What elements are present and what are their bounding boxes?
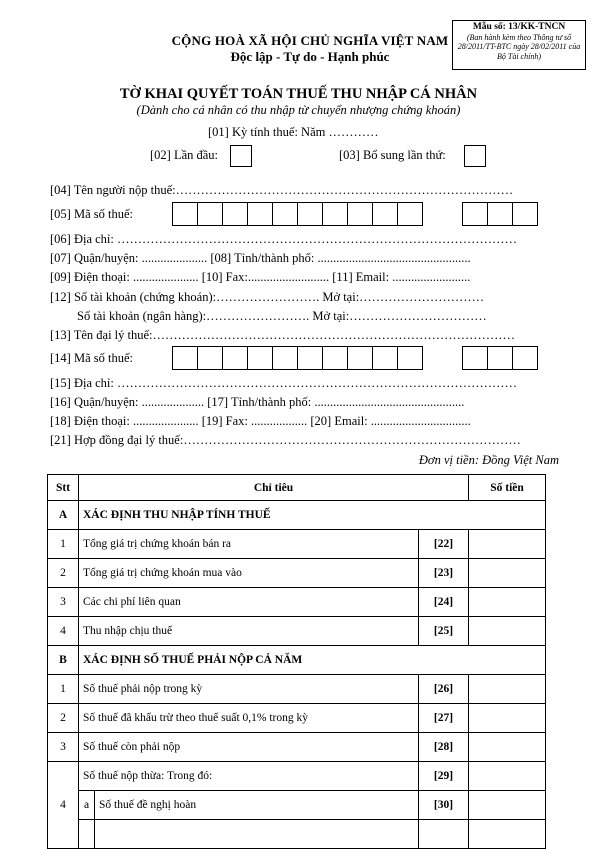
field-supplement-label: [03] Bổ sung lần thứ: bbox=[339, 148, 446, 162]
row-code: [24] bbox=[419, 588, 469, 617]
field-agent-contract: [21] Hợp đồng đại lý thuế:……………………………………………………………………… bbox=[50, 433, 521, 447]
tax-code-digit-box[interactable] bbox=[247, 346, 273, 370]
row-stt: 4 bbox=[48, 762, 79, 849]
row-label: Tổng giá trị chứng khoán bán ra bbox=[79, 530, 419, 559]
row-stt: 3 bbox=[48, 588, 79, 617]
field-agent-address: [15] Địa chỉ: …………………………………………………………………………………… bbox=[50, 376, 517, 390]
amount-cell[interactable] bbox=[469, 762, 546, 791]
tax-code-digit-box[interactable] bbox=[512, 202, 538, 226]
table-row bbox=[48, 733, 546, 762]
field-first-time-label: [02] Lần đầu: bbox=[150, 148, 219, 162]
tax-code-digit-box[interactable] bbox=[272, 202, 298, 226]
tax-code-digit-box[interactable] bbox=[487, 202, 513, 226]
tax-code-digit-box[interactable] bbox=[272, 346, 298, 370]
section-a-stt: A bbox=[48, 501, 79, 530]
field-agent-name: [13] Tên đại lý thuế:…………………………………………………………………………… bbox=[50, 328, 516, 342]
field-taxpayer-name: [04] Tên người nộp thuế:……………………………………………………………………… bbox=[50, 183, 514, 197]
amount-cell[interactable] bbox=[469, 588, 546, 617]
row-label: Các chi phí liên quan bbox=[79, 588, 419, 617]
table-row bbox=[48, 704, 546, 733]
section-b-stt: B bbox=[48, 646, 79, 675]
row-stt: 1 bbox=[48, 530, 79, 559]
section-b-title: XÁC ĐỊNH SỐ THUẾ PHẢI NỘP CẢ NĂM bbox=[79, 646, 546, 675]
row-label: Tổng giá trị chứng khoán mua vào bbox=[79, 559, 419, 588]
tax-code-digit-box[interactable] bbox=[512, 346, 538, 370]
form-code: Mẫu số: 13/KK-TNCN bbox=[472, 22, 566, 32]
field-agent-tax-code-label: [14] Mã số thuế: bbox=[50, 351, 133, 365]
tax-code-digit-box[interactable] bbox=[372, 202, 398, 226]
row-label bbox=[95, 820, 419, 849]
table-row bbox=[48, 559, 546, 588]
tax-code-digit-box[interactable] bbox=[297, 346, 323, 370]
tax-code-digit-box[interactable] bbox=[372, 346, 398, 370]
row-code: [23] bbox=[419, 559, 469, 588]
amount-cell[interactable] bbox=[469, 791, 546, 820]
amount-cell[interactable] bbox=[469, 530, 546, 559]
tax-code-digit-box[interactable] bbox=[397, 346, 423, 370]
national-motto: Độc lập - Tự do - Hạnh phúc bbox=[230, 49, 390, 64]
country-name: CỘNG HOÀ XÃ HỘI CHỦ NGHĨA VIỆT NAM bbox=[171, 33, 449, 48]
currency-unit: Đơn vị tiền: Đồng Việt Nam bbox=[418, 453, 559, 467]
row-code: [27] bbox=[419, 704, 469, 733]
row-code: [30] bbox=[419, 791, 469, 820]
field-tax-period: [01] Kỳ tính thuế: Năm ………… bbox=[208, 125, 379, 139]
first-time-checkbox[interactable] bbox=[230, 145, 252, 167]
row-code: [22] bbox=[419, 530, 469, 559]
table-row bbox=[48, 530, 546, 559]
table-row bbox=[48, 588, 546, 617]
tax-code-digit-box[interactable] bbox=[297, 202, 323, 226]
amount-cell[interactable] bbox=[469, 559, 546, 588]
tax-code-digit-box[interactable] bbox=[222, 346, 248, 370]
national-header bbox=[165, 33, 455, 65]
tax-code-digit-box[interactable] bbox=[347, 346, 373, 370]
form-code-box bbox=[452, 20, 586, 70]
amount-cell[interactable] bbox=[469, 704, 546, 733]
row-code: [28] bbox=[419, 733, 469, 762]
row-label: Số thuế nộp thừa: Trong đó: bbox=[79, 762, 419, 791]
field-tax-code-label: [05] Mã số thuế: bbox=[50, 207, 133, 221]
table-row bbox=[48, 617, 546, 646]
tax-code-digit-box[interactable] bbox=[197, 202, 223, 226]
field-agent-district-province: [16] Quận/huyện: .................... [17] Tỉnh/thành phố: ................................................ bbox=[50, 395, 465, 409]
row-stt: 4 bbox=[48, 617, 79, 646]
sub-row-letter: a bbox=[79, 791, 95, 820]
header-stt: Stt bbox=[48, 475, 79, 501]
field-phone-fax-email: [09] Điện thoại: ..................... [10] Fax:.......................... [11] Email: ......................... bbox=[50, 270, 471, 284]
section-a-title: XÁC ĐỊNH THU NHẬP TÍNH THUẾ bbox=[79, 501, 546, 530]
tax-calculation-table bbox=[47, 474, 546, 849]
row-code: [26] bbox=[419, 675, 469, 704]
row-stt: 3 bbox=[48, 733, 79, 762]
row-code bbox=[419, 820, 469, 849]
form-legal-note: (Ban hành kèm theo Thông tư số 28/2011/TT-BTC ngày 28/02/2011 của Bộ Tài chính) bbox=[457, 32, 581, 61]
field-address: [06] Địa chỉ: …………………………………………………………………………………… bbox=[50, 232, 517, 246]
header-indicator: Chỉ tiêu bbox=[79, 475, 469, 501]
form-subtitle: (Dành cho cá nhân có thu nhập từ chuyển nhượng chứng khoán) bbox=[136, 103, 461, 117]
row-stt: 1 bbox=[48, 675, 79, 704]
field-district-province: [07] Quận/huyện: ..................... [08] Tỉnh/thành phố: ................................................. bbox=[50, 251, 471, 265]
field-bank-account: Số tài khoản (ngân hàng):……………………. Mở tại:…………………………… bbox=[77, 309, 487, 323]
tax-code-digit-box[interactable] bbox=[462, 346, 488, 370]
row-label: Thu nhập chịu thuế bbox=[79, 617, 419, 646]
tax-code-digit-box[interactable] bbox=[397, 202, 423, 226]
amount-cell[interactable] bbox=[469, 675, 546, 704]
tax-code-digit-box[interactable] bbox=[247, 202, 273, 226]
tax-code-digit-box[interactable] bbox=[172, 346, 198, 370]
amount-cell[interactable] bbox=[469, 617, 546, 646]
row-stt: 2 bbox=[48, 559, 79, 588]
amount-cell[interactable] bbox=[469, 733, 546, 762]
row-code: [25] bbox=[419, 617, 469, 646]
tax-code-digit-box[interactable] bbox=[462, 202, 488, 226]
table-row bbox=[48, 791, 546, 820]
tax-code-digit-box[interactable] bbox=[487, 346, 513, 370]
table-row bbox=[48, 762, 546, 791]
tax-code-digit-box[interactable] bbox=[322, 202, 348, 226]
amount-cell[interactable] bbox=[469, 820, 546, 849]
form-title: TỜ KHAI QUYẾT TOÁN THUẾ THU NHẬP CÁ NHÂN bbox=[119, 86, 478, 102]
tax-code-digit-box[interactable] bbox=[172, 202, 198, 226]
tax-code-digit-box[interactable] bbox=[222, 202, 248, 226]
table-row bbox=[48, 820, 546, 849]
section-a-row bbox=[48, 501, 546, 530]
field-securities-account: [12] Số tài khoản (chứng khoán):……………………. Mở tại:………………………… bbox=[50, 290, 485, 304]
header-amount: Số tiền bbox=[469, 475, 546, 501]
supplement-number-box[interactable] bbox=[464, 145, 486, 167]
row-label: Số thuế đã khấu trừ theo thuế suất 0,1% trong kỳ bbox=[79, 704, 419, 733]
tax-code-digit-box[interactable] bbox=[197, 346, 223, 370]
table-header-row bbox=[48, 475, 546, 501]
row-label: Số thuế còn phải nộp bbox=[79, 733, 419, 762]
field-agent-phone-fax-email: [18] Điện thoại: ..................... [19] Fax: .................. [20] Email: ................................ bbox=[50, 414, 471, 428]
row-label: Số thuế phải nộp trong kỳ bbox=[79, 675, 419, 704]
sub-row-letter bbox=[79, 820, 95, 849]
row-code: [29] bbox=[419, 762, 469, 791]
row-stt: 2 bbox=[48, 704, 79, 733]
tax-code-digit-box[interactable] bbox=[322, 346, 348, 370]
table-row bbox=[48, 675, 546, 704]
section-b-row bbox=[48, 646, 546, 675]
tax-code-digit-box[interactable] bbox=[347, 202, 373, 226]
row-label: Số thuế đề nghị hoàn bbox=[95, 791, 419, 820]
